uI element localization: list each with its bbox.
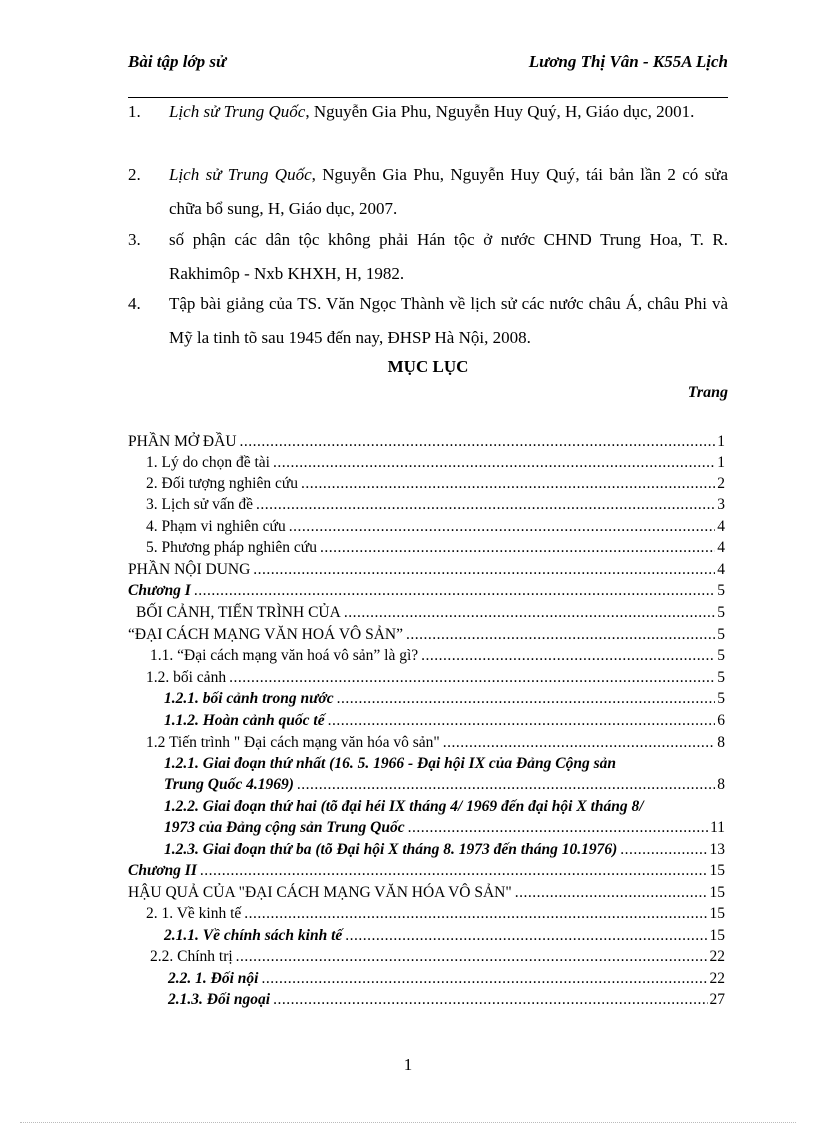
reference-text: , Nguyễn Gia Phu, Nguyễn Huy Quý, tái bản lần 2 có sửa chữa bổ sung, H, Giáo dục, 2007. <box>169 165 728 218</box>
page-number: 1 <box>403 1055 413 1074</box>
toc-entry: 1.2. bối cảnh ..... 5 <box>146 667 725 688</box>
reference-item <box>128 287 728 355</box>
toc-entry: 2. 1. Về kinh tế ..... 15 <box>146 903 725 924</box>
toc-entry-line: 1.2.1. Giai đoạn thứ nhất (16. 5. 1966 - Đại hội IX của Đảng Cộng sản <box>164 755 616 772</box>
toc-title: MỤC LỤC <box>387 357 469 376</box>
reference-title: Lịch sử Trung Quốc <box>169 102 306 121</box>
toc-entry: “ĐẠI CÁCH MẠNG VĂN HOÁ VÔ SẢN” ..... 5 <box>128 624 725 645</box>
toc-entry: Chương I ..... 5 <box>128 580 725 601</box>
reference-number: 3. <box>128 230 141 249</box>
toc-entry: PHẦN NỘI DUNG ..... 4 <box>128 559 725 580</box>
toc-entry: PHẦN MỞ ĐẦU ..... 1 <box>128 431 725 452</box>
reference-number: 2. <box>128 165 141 184</box>
toc-entry: 2.2. 1. Đối nội ..... 22 <box>168 968 725 989</box>
toc-entry: 1973 của Đảng cộng sản Trung Quốc ..... 11 <box>164 817 725 838</box>
toc-entry-line: 1.2.2. Giai đoạn thứ hai (tõ đại héi IX tháng 4/ 1969 đến đại hội X tháng 8/ <box>164 798 644 815</box>
toc-entry: 1.2.3. Giai đoạn thứ ba (tõ Đại hội X tháng 8. 1973 đến tháng 10.1976) ..... 13 <box>164 839 725 860</box>
toc-entry: 1.2.1. bối cảnh trong nước ..... 5 <box>164 688 725 709</box>
toc-page-label: Trang <box>687 384 728 401</box>
header-right: Lương Thị Vân - K55A Lịch <box>528 52 728 71</box>
reference-item <box>128 223 728 291</box>
reference-title: Lịch sử Trung Quốc <box>169 165 312 184</box>
reference-item <box>128 158 728 226</box>
toc-entry: 1. Lý do chọn đề tài ..... 1 <box>146 452 725 473</box>
toc-entry: 2.2. Chính trị ..... 22 <box>150 946 725 967</box>
reference-number: 1. <box>128 102 141 121</box>
toc-entry: HẬU QUẢ CỦA "ĐẠI CÁCH MẠNG VĂN HÓA VÔ SẢN" ..... 15 <box>128 882 725 903</box>
reference-text: , Nguyễn Gia Phu, Nguyễn Huy Quý, H, Giáo dục, 2001. <box>305 102 695 121</box>
toc-entry: 1.2 Tiến trình " Đại cách mạng văn hóa vô sản" ..... 8 <box>146 732 725 753</box>
reference-number: 4. <box>128 294 141 313</box>
toc-entry: 1.1.2. Hoàn cảnh quốc tế ..... 6 <box>164 710 725 731</box>
toc-entry: 5. Phương pháp nghiên cứu ..... 4 <box>146 537 725 558</box>
toc-entry: 3. Lịch sử vấn đề ..... 3 <box>146 494 725 515</box>
toc-entry: 2. Đối tượng nghiên cứu ..... 2 <box>146 473 725 494</box>
toc-entry: 1.1. “Đại cách mạng văn hoá vô sản” là gì? ..... 5 <box>150 645 725 666</box>
toc-entry: Chương II ..... 15 <box>128 860 725 881</box>
reference-text: số phận các dân tộc không phải Hán tộc ở nước CHND Trung Hoa, T. R. Rakhimôp - Nxb KHXH, H, 1982. <box>169 230 728 283</box>
toc-entry: 2.1.3. Đối ngoại ..... 27 <box>168 989 725 1010</box>
toc-entry: Trung Quốc 4.1969) ..... 8 <box>164 774 725 795</box>
reference-text: Tập bài giảng của TS. Văn Ngọc Thành về lịch sử các nước châu Á, châu Phi và Mỹ la tinh tõ sau 1945 đến nay, ĐHSP Hà Nội, 2008. <box>169 294 728 347</box>
toc-entry: 2.1.1. Về chính sách kinh tế ..... 15 <box>164 925 725 946</box>
reference-item <box>128 95 728 129</box>
toc-entry: 4. Phạm vi nghiên cứu ..... 4 <box>146 516 725 537</box>
header-left: Bài tập lớp sử <box>128 52 227 71</box>
toc-entry: BỐI CẢNH, TIẾN TRÌNH CỦA ..... 5 <box>136 602 725 623</box>
